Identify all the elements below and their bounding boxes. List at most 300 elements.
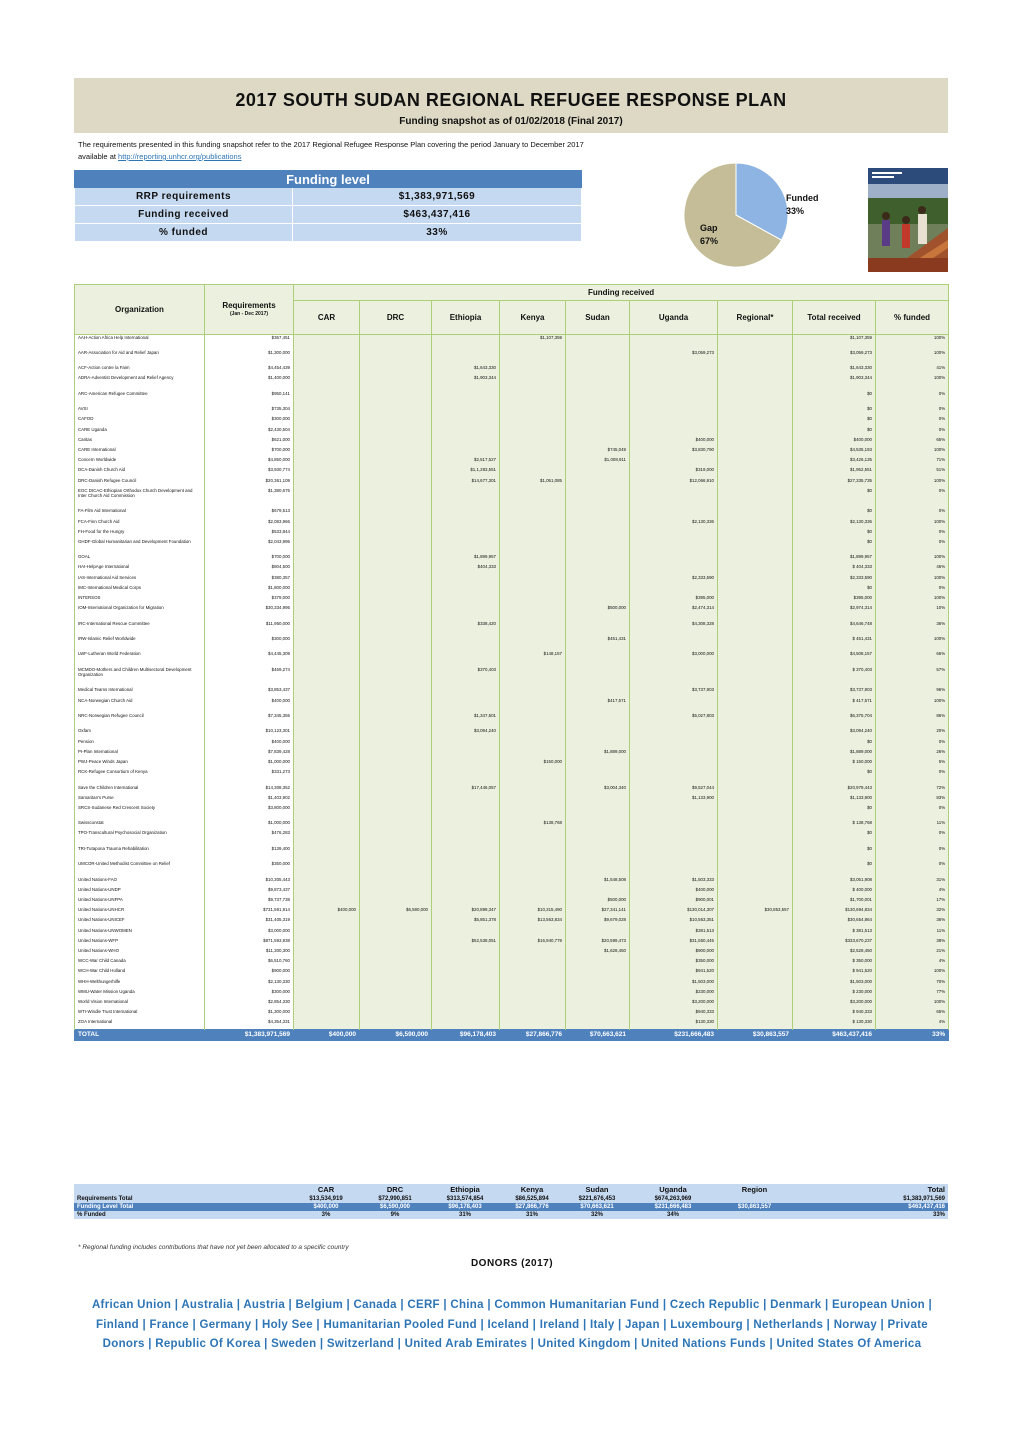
country-funding-cell (294, 636, 360, 651)
country-funding-cell (630, 667, 718, 688)
table-row (75, 759, 949, 769)
country-funding-cell (718, 999, 793, 1009)
org-name-cell: IRW-Islamic Relief Worldwide (75, 636, 205, 651)
country-funding-cell: $10,563,351 (630, 917, 718, 927)
table-row (75, 427, 949, 437)
country-funding-cell (566, 427, 630, 437)
requirements-cell: $900,000 (205, 968, 294, 978)
country-funding-cell (630, 739, 718, 749)
country-funding-cell (566, 989, 630, 999)
summary-cell: $30,863,557 (717, 1203, 792, 1211)
country-funding-cell (718, 437, 793, 447)
org-name-cell: United Nations-UNDP (75, 887, 205, 897)
requirements-cell: $331,273 (205, 769, 294, 784)
table-row (75, 698, 949, 713)
country-funding-cell (566, 375, 630, 390)
requirements-cell: $10,305,443 (205, 877, 294, 887)
country-funding-cell: $130,014,307 (630, 907, 718, 917)
country-funding-cell (432, 897, 500, 907)
requirements-cell: $300,000 (205, 636, 294, 651)
pct-funded-cell: 0% (876, 846, 949, 861)
country-funding-cell (718, 877, 793, 887)
country-funding-cell (360, 391, 432, 406)
table-row (75, 667, 949, 688)
country-funding-cell (360, 830, 432, 845)
org-name-cell: UMCOR-United Methodist Committee on Relief (75, 861, 205, 876)
total-received-cell: $2,333,590 (793, 575, 876, 585)
country-funding-cell (500, 595, 566, 605)
country-funding-cell (360, 938, 432, 948)
org-name-cell: FH-Food for the Hungry (75, 529, 205, 539)
pct-funded-cell: 65% (876, 437, 949, 447)
country-funding-cell (294, 968, 360, 978)
country-funding-cell (432, 887, 500, 897)
country-funding-cell (500, 519, 566, 529)
requirements-cell: $4,850,000 (205, 457, 294, 467)
country-funding-cell (294, 575, 360, 585)
country-funding-cell (500, 488, 566, 509)
table-row (75, 416, 949, 426)
pct-funded-cell: 36% (876, 621, 949, 636)
country-funding-cell (432, 928, 500, 938)
total-country-cell: $27,866,776 (500, 1029, 566, 1040)
country-funding-cell (360, 427, 432, 437)
table-row (75, 508, 949, 518)
country-funding-cell (294, 820, 360, 830)
country-funding-cell (294, 621, 360, 636)
country-funding-cell (360, 529, 432, 539)
total-received-cell: $0 (793, 508, 876, 518)
total-received-cell: $ 130,330 (793, 1019, 876, 1029)
country-funding-cell (500, 667, 566, 688)
pct-funded-cell: 17% (876, 897, 949, 907)
pct-funded-cell: 100% (876, 698, 949, 713)
table-row (75, 585, 949, 595)
country-funding-cell: $941,520 (630, 968, 718, 978)
table-row (75, 713, 949, 728)
table-row (75, 554, 949, 564)
country-funding-cell (500, 999, 566, 1009)
country-funding-cell (718, 897, 793, 907)
country-funding-cell (432, 427, 500, 437)
table-row (75, 928, 949, 938)
table-row (75, 830, 949, 845)
country-funding-cell (294, 979, 360, 989)
pct-funded-cell: 4% (876, 887, 949, 897)
country-funding-cell (566, 769, 630, 784)
country-funding-cell: $500,000 (566, 605, 630, 620)
summary-col: Uganda (629, 1184, 717, 1195)
country-funding-cell: $9,527,044 (630, 785, 718, 795)
total-received-cell: $ 400,000 (793, 887, 876, 897)
col-uganda: Uganda (630, 301, 718, 335)
requirements-cell: $14,308,352 (205, 785, 294, 795)
country-funding-cell (566, 621, 630, 636)
pct-funded-cell: 26% (876, 749, 949, 759)
country-funding-cell: $900,001 (630, 897, 718, 907)
country-funding-cell (294, 1019, 360, 1029)
country-funding-cell (718, 651, 793, 666)
country-funding-cell (566, 529, 630, 539)
country-funding-cell (432, 989, 500, 999)
country-funding-cell: $3,737,903 (630, 687, 718, 697)
country-funding-cell: $30,853,557 (718, 907, 793, 917)
country-funding-cell (360, 539, 432, 554)
org-name-cell: ZOA International (75, 1019, 205, 1029)
requirements-cell: $11,950,000 (205, 621, 294, 636)
pct-funded-cell: 100% (876, 447, 949, 457)
table-row (75, 1009, 949, 1019)
requirements-cell: $4,454,439 (205, 365, 294, 375)
pct-funded-cell: 100% (876, 968, 949, 978)
table-row (75, 785, 949, 795)
total-received-cell: $0 (793, 739, 876, 749)
organization-funding-table (74, 284, 949, 1041)
country-funding-cell (500, 437, 566, 447)
summary-col: Region (717, 1184, 792, 1195)
requirements-cell: $4,445,309 (205, 651, 294, 666)
country-funding-cell (718, 350, 793, 365)
country-funding-cell (294, 739, 360, 749)
summary-cell: 32% (565, 1211, 629, 1219)
pie-gap-pct: 67% (700, 236, 719, 246)
requirements-cell: $1,403,902 (205, 795, 294, 805)
country-funding-cell (718, 938, 793, 948)
pct-funded-cell: 72% (876, 785, 949, 795)
country-funding-cell (294, 861, 360, 876)
country-funding-cell (566, 585, 630, 595)
org-name-cell: CAFOD (75, 416, 205, 426)
country-funding-cell (566, 958, 630, 968)
org-name-cell: Medical Teams International (75, 687, 205, 697)
table-row (75, 805, 949, 820)
country-funding-cell (500, 375, 566, 390)
requirements-cell: $7,345,355 (205, 713, 294, 728)
country-funding-cell (718, 478, 793, 488)
country-funding-cell (718, 539, 793, 554)
country-funding-cell: $338,420 (432, 621, 500, 636)
table-row (75, 887, 949, 897)
country-funding-cell (360, 621, 432, 636)
country-funding-cell (566, 830, 630, 845)
requirements-cell: $735,304 (205, 406, 294, 416)
country-funding-cell (294, 375, 360, 390)
summary-cell: $463,437,416 (792, 1203, 948, 1211)
country-funding-cell (294, 958, 360, 968)
requirements-cell: $400,000 (205, 739, 294, 749)
funding-level-row (75, 206, 582, 224)
pct-funded-cell: 100% (876, 554, 949, 564)
country-funding-cell: $4,308,328 (630, 621, 718, 636)
summary-cell: $72,990,851 (359, 1195, 431, 1203)
country-funding-cell (432, 488, 500, 509)
cover-photo (868, 168, 948, 272)
total-received-cell: $2,130,336 (793, 519, 876, 529)
total-received-cell: $395,000 (793, 595, 876, 605)
country-funding-cell (566, 667, 630, 688)
country-funding-cell (566, 519, 630, 529)
pct-funded-cell: 77% (876, 989, 949, 999)
country-funding-cell (360, 820, 432, 830)
country-funding-cell (718, 979, 793, 989)
total-received-cell: $0 (793, 427, 876, 437)
country-funding-cell (432, 1009, 500, 1019)
table-row (75, 958, 949, 968)
pct-funded-cell: 5% (876, 759, 949, 769)
total-country-cell: $400,000 (294, 1029, 360, 1040)
country-funding-cell (432, 820, 500, 830)
country-funding-cell (566, 928, 630, 938)
country-funding-cell (718, 846, 793, 861)
table-row (75, 1019, 949, 1029)
summary-row-pct (74, 1211, 948, 1219)
country-funding-cell (566, 805, 630, 820)
table-row (75, 917, 949, 927)
total-received-cell: $1,952,551 (793, 467, 876, 477)
country-funding-cell: $1,548,508 (566, 877, 630, 887)
country-funding-cell (360, 928, 432, 938)
country-funding-cell (718, 595, 793, 605)
org-name-cell: United Nations-WHO (75, 948, 205, 958)
total-received-cell: $ 150,000 (793, 759, 876, 769)
country-funding-cell (718, 1009, 793, 1019)
total-received-cell: $1,107,359 (793, 335, 876, 350)
org-name-cell: SRCS-Sudanese Red Crescent Society (75, 805, 205, 820)
country-funding-cell: $350,000 (630, 958, 718, 968)
table-row (75, 621, 949, 636)
country-funding-cell (432, 948, 500, 958)
country-funding-cell (432, 958, 500, 968)
summary-col: Total (792, 1184, 948, 1195)
table-row (75, 335, 949, 350)
summary-col: DRC (359, 1184, 431, 1195)
pct-funded-cell: 71% (876, 457, 949, 467)
pct-funded-cell: 100% (876, 335, 949, 350)
col-funding-received: Funding received (294, 285, 949, 301)
country-funding-cell: $31,550,445 (630, 938, 718, 948)
country-funding-cell (294, 795, 360, 805)
country-funding-cell: $417,571 (566, 698, 630, 713)
total-received-cell: $3,200,000 (793, 999, 876, 1009)
country-funding-cell (294, 846, 360, 861)
country-funding-cell (630, 335, 718, 350)
total-received-cell: $1,903,344 (793, 375, 876, 390)
country-funding-cell (432, 391, 500, 406)
org-name-cell: NCA-Norwegian Church Aid (75, 698, 205, 713)
country-funding-cell (566, 713, 630, 728)
requirements-cell: $3,853,437 (205, 687, 294, 697)
country-funding-cell (500, 805, 566, 820)
country-funding-cell (500, 979, 566, 989)
country-funding-cell (360, 350, 432, 365)
country-funding-cell (500, 948, 566, 958)
country-funding-cell: $370,403 (432, 667, 500, 688)
summary-row-label: Funding Level Total (74, 1203, 293, 1211)
pct-funded-cell: 0% (876, 769, 949, 784)
org-name-cell: DCA-Danish Church Aid (75, 467, 205, 477)
requirements-cell: $469,274 (205, 667, 294, 688)
pct-funded-cell: 66% (876, 651, 949, 666)
requirements-cell: $2,130,330 (205, 979, 294, 989)
summary-col: CAR (293, 1184, 359, 1195)
country-funding-cell (630, 488, 718, 509)
publications-link[interactable]: http://reporting.unhcr.org/publications (118, 152, 242, 161)
org-name-cell: ARC-American Refugee Committee (75, 391, 205, 406)
country-funding-cell (718, 739, 793, 749)
pct-funded-cell: 20% (876, 728, 949, 738)
country-funding-cell (432, 795, 500, 805)
table-body (75, 335, 949, 1041)
table-row (75, 989, 949, 999)
regional-footnote: * Regional funding includes contributions that have not yet been allocated to a specific country (78, 1244, 349, 1251)
country-funding-cell (294, 427, 360, 437)
pct-funded-cell: 32% (876, 907, 949, 917)
country-funding-cell: $3,004,340 (566, 785, 630, 795)
table-row (75, 605, 949, 620)
total-received-cell: $1,889,000 (793, 749, 876, 759)
country-funding-cell: $3,059,273 (630, 350, 718, 365)
country-funding-cell (294, 519, 360, 529)
requirements-cell: $3,930,774 (205, 467, 294, 477)
col-kenya: Kenya (500, 301, 566, 335)
funding-level-label: Funding received (75, 206, 293, 224)
country-funding-cell (360, 406, 432, 416)
country-funding-cell (432, 687, 500, 697)
country-funding-cell (294, 759, 360, 769)
country-funding-cell (294, 585, 360, 595)
country-funding-cell (718, 795, 793, 805)
org-name-cell: MCMDO-Mothers and Children Multisectoral Development Organization (75, 667, 205, 688)
table-row (75, 948, 949, 958)
pct-funded-cell: 38% (876, 938, 949, 948)
total-country-cell: $96,178,403 (432, 1029, 500, 1040)
country-funding-cell: $1,643,330 (432, 365, 500, 375)
total-received-cell: $0 (793, 488, 876, 509)
total-received-cell: $30,654,864 (793, 917, 876, 927)
country-funding-cell (500, 605, 566, 620)
total-received-cell: $6,375,704 (793, 713, 876, 728)
country-funding-cell (432, 575, 500, 585)
country-funding-cell (566, 554, 630, 564)
total-requirements: $1,383,971,569 (205, 1029, 294, 1040)
summary-cell: $400,000 (293, 1203, 359, 1211)
country-funding-cell (294, 365, 360, 375)
table-row (75, 478, 949, 488)
table-row (75, 795, 949, 805)
col-requirements-label: Requirements (222, 300, 276, 310)
country-funding-cell: $13,563,834 (500, 917, 566, 927)
country-funding-cell: $745,049 (566, 447, 630, 457)
requirements-cell: $679,513 (205, 508, 294, 518)
country-funding-cell (566, 350, 630, 365)
pct-funded-cell: 65% (876, 1009, 949, 1019)
country-funding-cell (360, 554, 432, 564)
org-name-cell: Oxfam (75, 728, 205, 738)
country-funding-cell: $16,940,779 (500, 938, 566, 948)
country-funding-cell (432, 739, 500, 749)
country-funding-cell: $1,503,333 (630, 877, 718, 887)
intro-link-line (78, 151, 778, 163)
funding-level-row (75, 224, 582, 242)
summary-row-label: % Funded (74, 1211, 293, 1219)
pct-funded-cell: 100% (876, 375, 949, 390)
pct-funded-cell: 0% (876, 585, 949, 595)
country-funding-cell (718, 365, 793, 375)
country-funding-cell (360, 968, 432, 978)
country-funding-cell (718, 830, 793, 845)
org-name-cell: United Nations-UNICEF (75, 917, 205, 927)
country-funding-cell (500, 447, 566, 457)
org-name-cell: FCA-Finn Church Aid (75, 519, 205, 529)
table-row (75, 575, 949, 585)
table-row (75, 728, 949, 738)
requirements-cell: $621,000 (205, 437, 294, 447)
country-funding-cell (432, 846, 500, 861)
country-funding-cell (360, 846, 432, 861)
org-name-cell: Pension (75, 739, 205, 749)
country-funding-cell: $3,830,790 (630, 447, 718, 457)
pct-funded-cell: 0% (876, 488, 949, 509)
country-funding-cell (566, 861, 630, 876)
total-received-cell: $3,051,908 (793, 877, 876, 887)
country-funding-cell (294, 539, 360, 554)
country-funding-cell (500, 427, 566, 437)
country-funding-cell: $500,000 (566, 897, 630, 907)
col-sudan: Sudan (566, 301, 630, 335)
country-funding-cell: $2,333,590 (630, 575, 718, 585)
country-funding-cell (630, 365, 718, 375)
requirements-cell: $1,300,000 (205, 350, 294, 365)
total-received-cell: $ 370,403 (793, 667, 876, 688)
country-funding-cell (294, 928, 360, 938)
country-funding-cell (294, 508, 360, 518)
country-funding-cell (500, 846, 566, 861)
country-funding-cell (360, 861, 432, 876)
col-pct-funded: % funded (876, 301, 949, 335)
country-funding-cell (294, 917, 360, 927)
country-funding-cell: $5,851,378 (432, 917, 500, 927)
country-funding-cell (432, 651, 500, 666)
country-funding-cell (432, 519, 500, 529)
total-received-cell: $ 381,513 (793, 928, 876, 938)
table-row (75, 651, 949, 666)
org-name-cell: INTERSOS (75, 595, 205, 605)
pct-funded-cell: 0% (876, 739, 949, 749)
country-funding-cell (294, 350, 360, 365)
table-row (75, 861, 949, 876)
table-row (75, 907, 949, 917)
country-funding-cell (500, 887, 566, 897)
requirements-cell: $804,500 (205, 564, 294, 574)
country-funding-cell (566, 795, 630, 805)
org-name-cell: TRI-Tutapona Trauma Rehabilitation (75, 846, 205, 861)
pct-funded-cell: 21% (876, 948, 949, 958)
org-name-cell: PWJ-Peace Winds Japan (75, 759, 205, 769)
country-funding-cell: $6,590,000 (360, 907, 432, 917)
pct-funded-cell: 10% (876, 605, 949, 620)
country-funding-cell: $319,000 (630, 467, 718, 477)
requirements-cell: $2,854,330 (205, 999, 294, 1009)
total-label: TOTAL (75, 1029, 205, 1040)
total-received-cell: $1,503,000 (793, 979, 876, 989)
table-row (75, 488, 949, 509)
country-funding-cell (566, 335, 630, 350)
pct-funded-cell: 41% (876, 365, 949, 375)
intro-text (78, 139, 778, 163)
total-country-cell: $6,590,000 (360, 1029, 432, 1040)
country-funding-cell (718, 968, 793, 978)
country-funding-cell (500, 467, 566, 477)
